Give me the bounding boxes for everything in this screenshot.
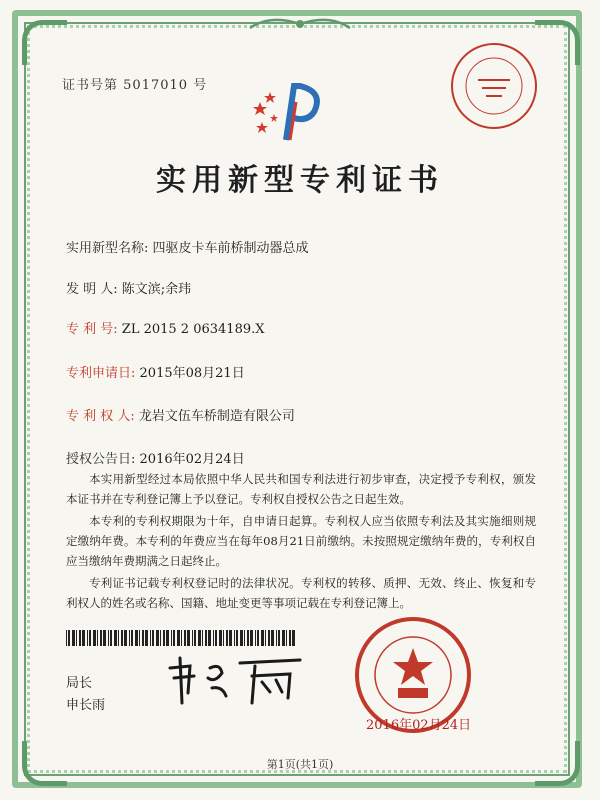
field-row: [66, 448, 245, 467]
tax-stamp-seal-icon: [448, 40, 540, 132]
cert-number-suffix: 号: [193, 78, 208, 93]
field-row: [66, 318, 265, 337]
body-paragraph: 本实用新型经过本局依照中华人民共和国专利法进行初步审查，决定授予专利权，颁发本证书并在专利登记簿上予以登记。专利权自授权公告之日起生效。: [66, 472, 536, 506]
field-value: 2015年08月21日: [139, 366, 245, 381]
barcode-icon: [66, 630, 298, 646]
field-value: 陈文滨;余玮: [121, 282, 192, 297]
field-row: [66, 362, 245, 381]
field-label: 专利申请日:: [66, 366, 136, 381]
field-row: [66, 237, 309, 256]
body-paragraph: 本专利的专利权期限为十年，自申请日起算。专利权人应当依照专利法及其实施细则规定缴纳年费。本专利的年费应当在每年08月21日前缴纳。未按照规定缴纳年费的，专利权自应当缴纳年费期满之日起终止。: [66, 514, 536, 568]
bureau-title: 局长: [66, 676, 93, 691]
field-label: 专 利 权 人:: [66, 409, 135, 424]
bureau-name: 申长雨: [66, 698, 106, 713]
field-value: 四驱皮卡车前桥制动器总成: [152, 241, 309, 256]
cert-number-label: 证书号第: [62, 78, 119, 93]
corner-ornament: [22, 20, 67, 65]
field-label: 实用新型名称:: [66, 241, 149, 256]
field-value: ZL 2015 2 0634189.X: [121, 322, 265, 337]
field-row: [66, 278, 191, 297]
body-paragraph: 专利证书记载专利权登记时的法律状况。专利权的转移、质押、无效、终止、恢复和专利权人的姓名或名称、国籍、地址变更等事项记载在专利登记簿上。: [66, 576, 536, 610]
field-row: [66, 405, 295, 424]
corner-ornament: [535, 20, 580, 65]
patent-office-logo-icon: [252, 82, 332, 142]
field-label: 发 明 人:: [66, 282, 118, 297]
field-label: 专 利 号:: [66, 322, 118, 337]
director-signature-icon: [160, 648, 310, 708]
page-title: 实用新型专利证书: [156, 163, 444, 198]
field-value: 2016年02月24日: [139, 452, 245, 467]
seal-date: 2016年02月24日: [366, 718, 472, 733]
field-label: 授权公告日:: [66, 452, 136, 467]
certificate-number: [62, 74, 207, 93]
field-value: 龙岩文伍车桥制造有限公司: [138, 409, 295, 424]
page-number: 第1页(共1页): [266, 758, 334, 771]
top-ornament-icon: [240, 14, 360, 34]
cert-number-value: 5017010: [123, 78, 189, 93]
